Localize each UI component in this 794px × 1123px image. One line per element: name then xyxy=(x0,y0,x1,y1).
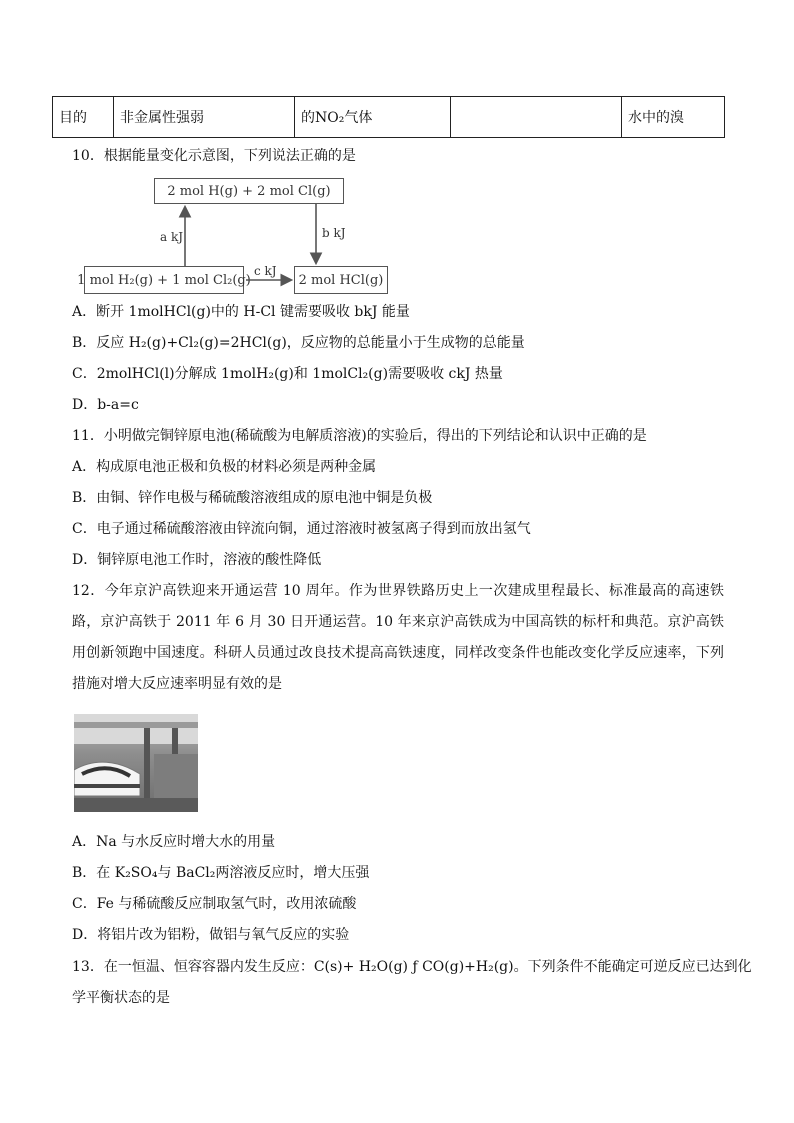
question-10-stem: 10．根据能量变化示意图，下列说法正确的是 xyxy=(72,148,356,164)
diagram-right-box: 2 mol HCl(g) xyxy=(294,266,388,294)
q10-option-b: B．反应 H₂(g)+Cl₂(g)=2HCl(g)，反应物的总能量小于生成物的总能量 xyxy=(72,335,525,351)
diagram-left-box: 1 mol H₂(g) + 1 mol Cl₂(g) xyxy=(84,266,244,294)
q12-option-a: A．Na 与水反应时增大水的用量 xyxy=(72,834,276,850)
q10-option-a: A．断开 1molHCl(g)中的 H-Cl 键需要吸收 bkJ 能量 xyxy=(72,304,410,320)
table-cell xyxy=(451,97,622,138)
question-11-stem: 11．小明做完铜锌原电池(稀硫酸为电解质溶液)的实验后，得出的下列结论和认识中正确的是 xyxy=(72,428,647,444)
table-cell: 非金属性强弱 xyxy=(114,97,295,138)
table-row xyxy=(53,97,725,138)
table-cell: 的NO₂气体 xyxy=(295,97,451,138)
arrow-up-label: a kJ xyxy=(160,230,184,244)
question-13-stem-line1: 13．在一恒温、恒容容器内发生反应：C(s)+ H₂O(g) ƒ CO(g)+H₂(g)。下列条件不能确定可逆反应已达到化 xyxy=(72,959,752,975)
experiment-table-fragment xyxy=(52,96,725,138)
q11-option-c: C．电子通过稀硫酸溶液由锌流向铜，通过溶液时被氢离子得到而放出氢气 xyxy=(72,521,531,537)
question-13-stem-line2: 学平衡状态的是 xyxy=(72,990,170,1006)
arrow-down-label: b kJ xyxy=(322,226,346,240)
table-cell: 目的 xyxy=(53,97,114,138)
q10-option-c: C．2molHCl(l)分解成 1molH₂(g)和 1molCl₂(g)需要吸收 ckJ 热量 xyxy=(72,366,503,382)
high-speed-train-photo xyxy=(74,714,198,812)
arrow-right-label: c kJ xyxy=(254,264,277,278)
energy-diagram xyxy=(77,176,394,296)
table-cell: 水中的溴 xyxy=(622,97,725,138)
q10-option-d: D．b-a=c xyxy=(72,397,139,413)
question-12-stem: 12．今年京沪高铁迎来开通运营 10 周年。作为世界铁路历史上一次建成里程最长、标准最高的高速铁路，京沪高铁于 2011 年 6 月 30 日开通运营。10 年来京沪高铁成为中国高铁的标杆和典范。京沪高铁用创新领跑中国速度。科研人员通过改良技术提高高铁速度，同样改变条件也能改变化学反应速率，下列措施对增大反应速率明显有效的是 xyxy=(72,583,724,692)
q12-option-c: C．Fe 与稀硫酸反应制取氢气时，改用浓硫酸 xyxy=(72,896,357,912)
train-illustration xyxy=(74,714,198,812)
q11-option-b: B．由铜、锌作电极与稀硫酸溶液组成的原电池中铜是负极 xyxy=(72,490,433,506)
diagram-arrows xyxy=(84,176,394,296)
q12-option-b: B．在 K₂SO₄与 BaCl₂两溶液反应时，增大压强 xyxy=(72,865,370,881)
q11-option-a: A．构成原电池正极和负极的材料必须是两种金属 xyxy=(72,459,377,475)
q12-option-d: D．将铝片改为铝粉，做铝与氧气反应的实验 xyxy=(72,927,350,943)
q11-option-d: D．铜锌原电池工作时，溶液的酸性降低 xyxy=(72,552,322,568)
diagram-top-box: 2 mol H(g) + 2 mol Cl(g) xyxy=(154,178,344,204)
